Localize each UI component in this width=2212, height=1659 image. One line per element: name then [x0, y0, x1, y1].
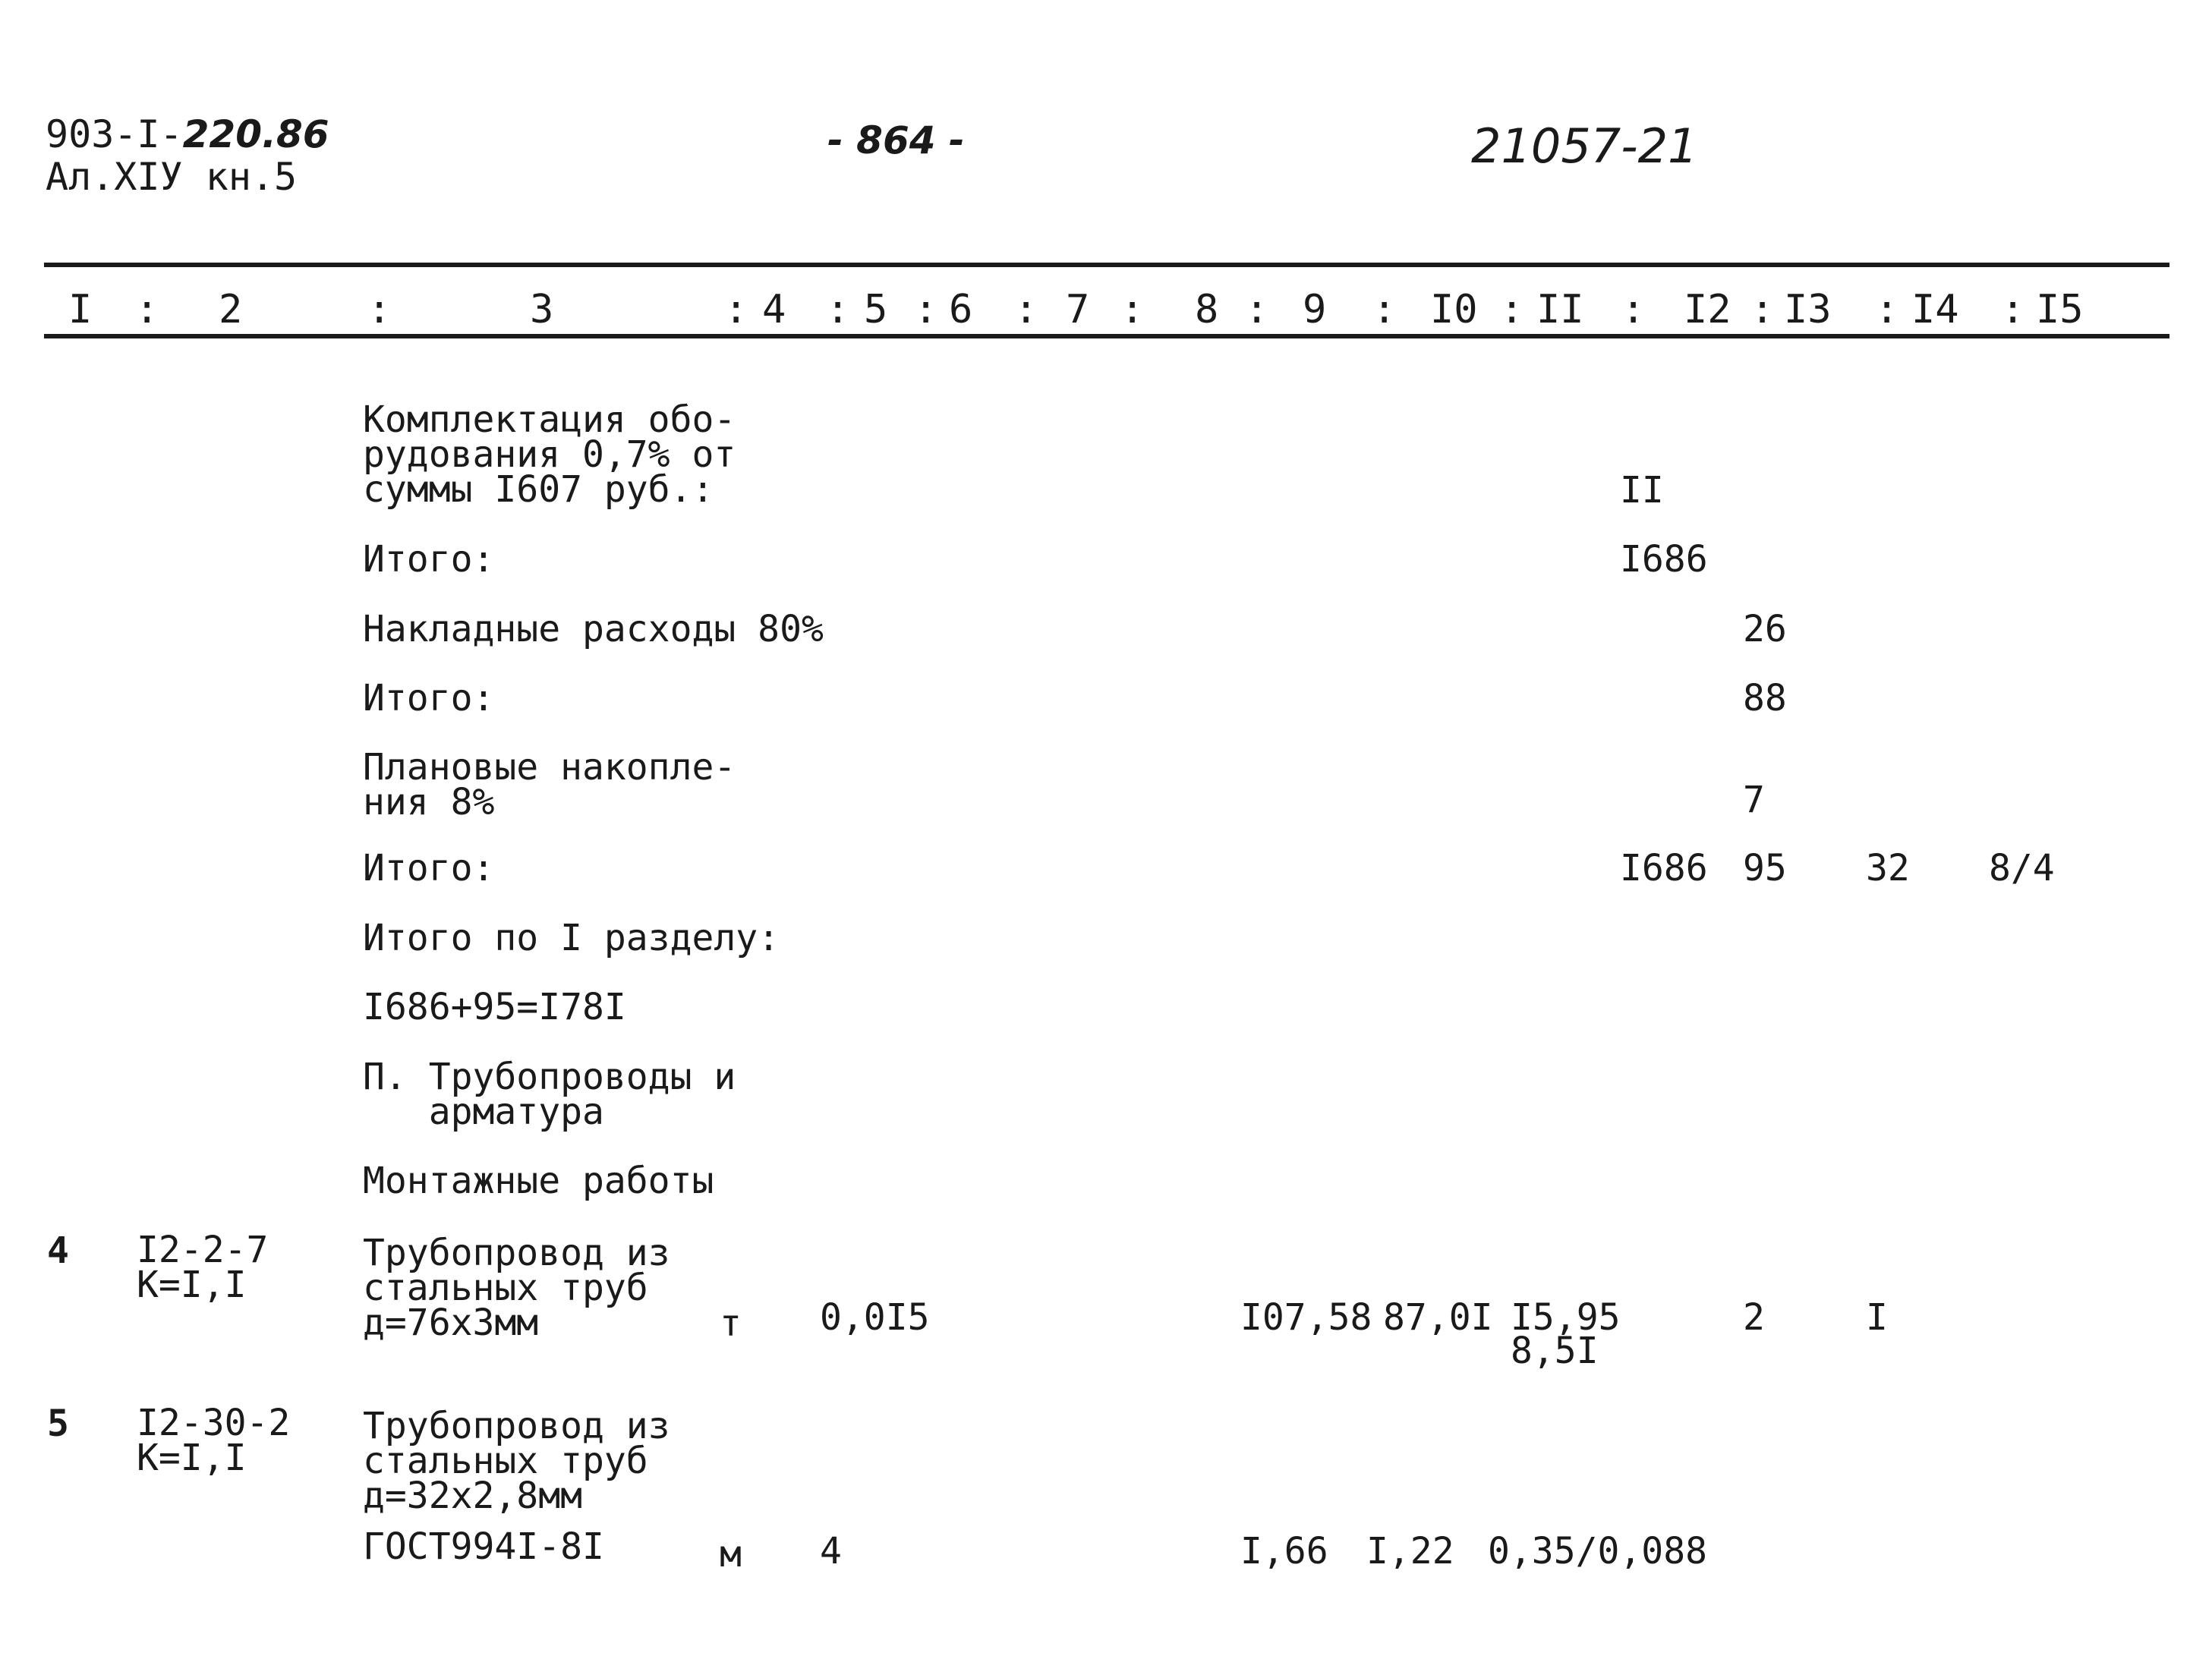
col-sep: :: [1500, 287, 1524, 332]
row-nakladnye-col13: 26: [1743, 608, 1787, 650]
item-5-col10: 0,35/0,088: [1488, 1530, 1707, 1572]
col-sep: :: [1875, 287, 1899, 332]
item-4-description: Трубопровод из стальных труб д=76х3мм: [363, 1232, 670, 1344]
page-number: - 864 -: [827, 118, 965, 162]
item-5-col9: I,22: [1366, 1530, 1454, 1572]
row-itogo-1-text: Итого:: [363, 538, 495, 581]
item-4-col13: 2: [1743, 1296, 1765, 1339]
col-header-2: 2: [219, 287, 243, 332]
item-5-unit: м: [720, 1533, 742, 1576]
item-5-code: I2-30-2 К=I,I: [137, 1402, 291, 1479]
item-4-col9: 87,0I: [1383, 1296, 1493, 1339]
item-5-description: Трубопровод из стальных труб д=32х2,8мм: [363, 1405, 670, 1517]
col-sep: :: [1245, 287, 1269, 332]
item-5-gost: ГОСТ994I-8I: [363, 1525, 604, 1568]
col-sep: :: [1750, 287, 1775, 332]
header-top-rule: [44, 263, 2169, 267]
row-nakladnye-text: Накладные расходы 80%: [363, 608, 824, 650]
item-4-number: 4: [47, 1229, 69, 1272]
col-header-13: I3: [1784, 287, 1832, 332]
row-itogo-3-col12: I686: [1620, 847, 1708, 889]
item-5-quantity: 4: [820, 1530, 842, 1572]
row-itogo-3-text: Итого:: [363, 847, 495, 889]
row-komplektaciya-col12: II: [1620, 469, 1664, 512]
row-itogo-3-col14: 32: [1866, 847, 1910, 889]
col-header-8: 8: [1195, 287, 1219, 332]
item-4-col8: I07,58: [1240, 1296, 1372, 1339]
col-header-10: I0: [1430, 287, 1478, 332]
row-planovye-text: Плановые накопле- ния 8%: [363, 746, 736, 823]
archive-code: 21057-21: [1471, 118, 1698, 174]
col-sep: :: [914, 287, 938, 332]
col-header-11: II: [1536, 287, 1584, 332]
col-sep: :: [1372, 287, 1397, 332]
col-header-14: I4: [1911, 287, 1959, 332]
row-itogo-razdel-text: Итого по I разделу:: [363, 917, 780, 959]
doc-code-prefix: 903-I-: [46, 112, 183, 156]
col-sep: :: [367, 287, 392, 332]
row-itogo-3-col13: 95: [1743, 847, 1787, 889]
item-5-col8: I,66: [1240, 1530, 1328, 1572]
col-header-6: 6: [949, 287, 973, 332]
col-sep: :: [1014, 287, 1038, 332]
col-sep: :: [724, 287, 748, 332]
col-header-4: 4: [762, 287, 786, 332]
col-header-7: 7: [1066, 287, 1090, 332]
item-4-col14: I: [1866, 1296, 1888, 1339]
col-header-1: I: [68, 287, 93, 332]
row-itogo-3-col15: 8/4: [1989, 847, 2055, 889]
col-header-15: I5: [2036, 287, 2084, 332]
col-header-3: 3: [530, 287, 554, 332]
row-montazh-text: Монтажные работы: [363, 1160, 714, 1202]
col-sep: :: [135, 287, 159, 332]
col-header-5: 5: [864, 287, 888, 332]
item-4-quantity: 0,0I5: [820, 1296, 930, 1339]
row-sum-expression: I686+95=I78I: [363, 986, 626, 1028]
item-4-unit: т: [720, 1302, 742, 1345]
row-komplektaciya-text: Комплектация обо- рудования 0,7% от суммы I607 руб.:: [363, 398, 736, 511]
item-4-col10-second: 8,5I: [1511, 1330, 1599, 1372]
doc-code-handwritten: 220.86: [182, 112, 329, 156]
row-itogo-2-text: Итого:: [363, 677, 495, 719]
header-bottom-rule: [44, 334, 2169, 338]
item-4-col10: I5,95: [1511, 1296, 1621, 1339]
col-sep: :: [1120, 287, 1145, 332]
item-4-code: I2-2-7 К=I,I: [137, 1229, 269, 1306]
item-5-number: 5: [47, 1402, 69, 1445]
section-2-title: П. Трубопроводы и арматура: [363, 1056, 736, 1133]
col-header-12: I2: [1684, 287, 1731, 332]
col-sep: :: [826, 287, 850, 332]
col-header-9: 9: [1303, 287, 1327, 332]
row-planovye-col13: 7: [1743, 779, 1765, 821]
album-label: Ал.XIУ кн.5: [46, 155, 298, 199]
col-sep: :: [1621, 287, 1646, 332]
row-itogo-1-col12: I686: [1620, 538, 1708, 581]
doc-code: [46, 112, 329, 156]
col-sep: :: [2001, 287, 2025, 332]
row-itogo-2-col13: 88: [1743, 677, 1787, 719]
